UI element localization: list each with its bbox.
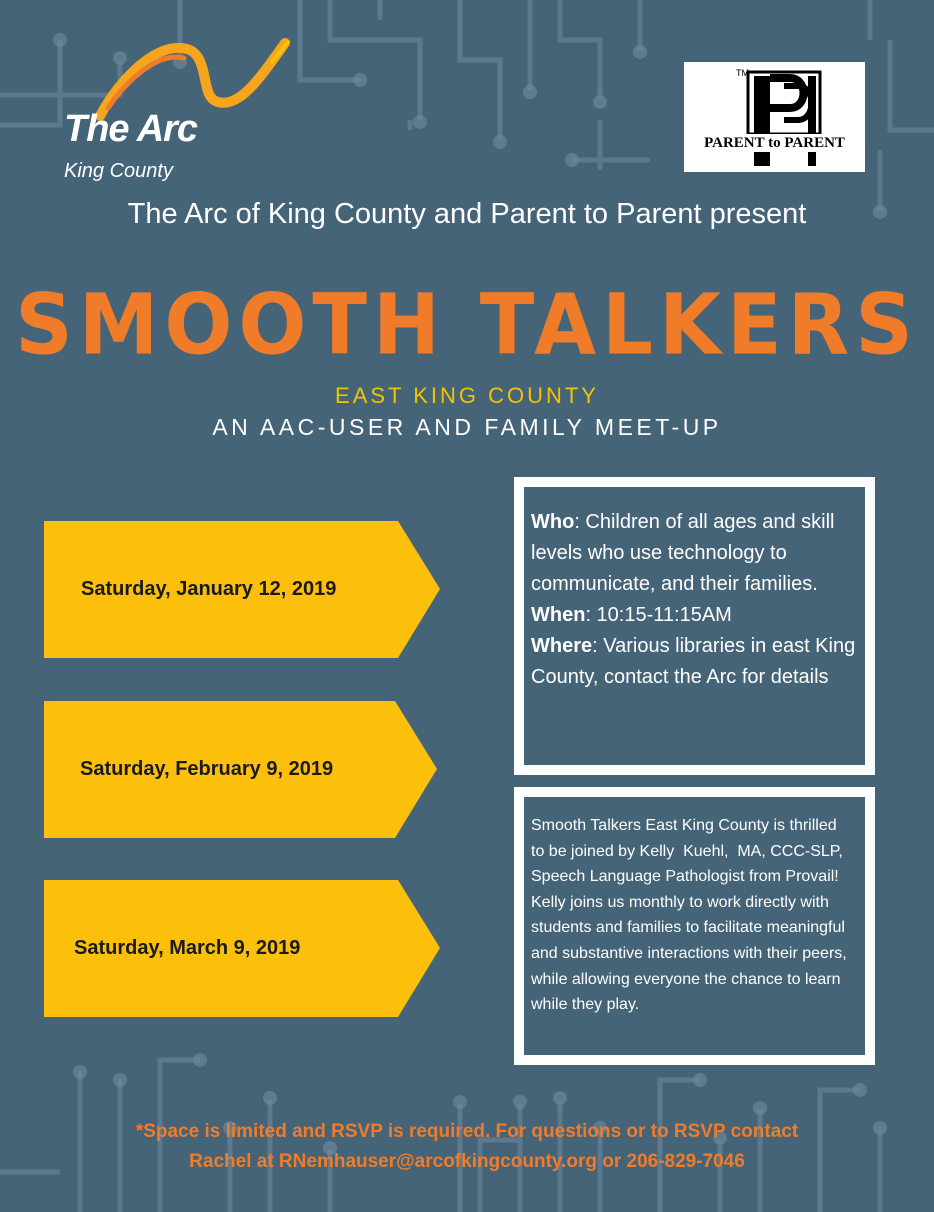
event-title: SMOOTH TALKERS bbox=[15, 275, 919, 374]
date-label: Saturday, January 12, 2019 bbox=[81, 578, 337, 600]
event-details-inner bbox=[524, 487, 865, 765]
presents-line: The Arc of King County and Parent to Parent present bbox=[127, 198, 807, 230]
who-label: Who bbox=[531, 511, 575, 533]
p2p-logo-text: PARENT to PARENT bbox=[684, 134, 865, 152]
who-value: : Children of all ages and skill levels who use technology to communicate, and their families. bbox=[531, 511, 835, 595]
where-value: : Various libraries in east King County, contact the Arc for details bbox=[531, 635, 856, 688]
guest-info-box bbox=[514, 787, 875, 1065]
when-label: When bbox=[531, 604, 586, 626]
event-details-box bbox=[514, 477, 875, 775]
date-arrow-3 bbox=[44, 880, 442, 1017]
arc-logo bbox=[60, 38, 300, 198]
date-arrow-2 bbox=[44, 701, 442, 838]
event-details-text bbox=[531, 507, 861, 693]
parent-to-parent-logo bbox=[684, 62, 865, 172]
guest-info-text: Smooth Talkers East King County is thrilled to be joined by Kelly Kuehl, MA, CCC-SLP, Speech Language Pathologist from Provail! Kelly joins us monthly to work directly with students and families to facilitate meaningful and substantive interactions with their peers, while allowing everyone the chance to learn while they play. bbox=[531, 817, 852, 1014]
date-label: Saturday, March 9, 2019 bbox=[74, 937, 301, 959]
rsvp-line-1: *Space is limited and RSVP is required. For questions or to RSVP contact bbox=[135, 1121, 799, 1142]
when-value: : 10:15-11:15AM bbox=[585, 604, 732, 626]
rsvp-line-2: Rachel at RNemhauser@arcofkingcounty.org or 206-829-7046 bbox=[189, 1151, 745, 1172]
event-tagline: AN AAC-USER AND FAMILY MEET-UP bbox=[212, 414, 722, 440]
date-label: Saturday, February 9, 2019 bbox=[80, 758, 334, 780]
rsvp-footer bbox=[0, 1117, 934, 1177]
event-location: EAST KING COUNTY bbox=[335, 383, 599, 408]
where-label: Where bbox=[531, 635, 593, 657]
guest-info-inner bbox=[524, 797, 865, 1055]
arc-logo-subtitle: King County bbox=[64, 160, 173, 182]
date-arrow-1 bbox=[44, 521, 442, 658]
p2p-trademark: TM bbox=[736, 68, 749, 78]
arc-logo-name: The Arc bbox=[64, 108, 198, 150]
